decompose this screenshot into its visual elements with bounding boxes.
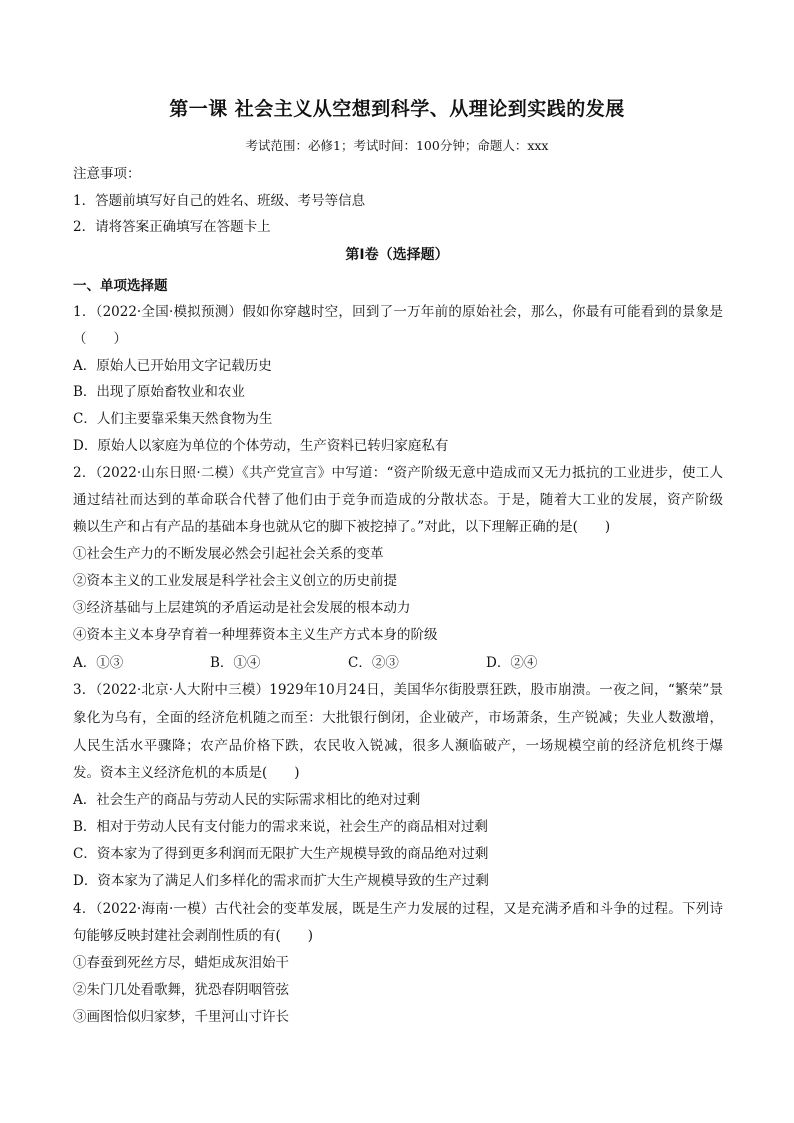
question-stem: （ ） bbox=[73, 331, 127, 347]
question-stem: 句能够反映封建社会剥削性质的有( ) bbox=[73, 928, 314, 944]
question-stem: 通过结社而达到的革命联合代替了他们由于竞争而造成的分散状态。于是，随着大工业的发展，资产阶级 bbox=[73, 492, 723, 508]
question-stem: 人民生活水平骤降；农产品价格下跌，农民收入锐减，很多人濒临破产，一场规模空前的经济危机终于爆 bbox=[73, 738, 723, 754]
option-a: A．社会生产的商品与劳动人民的实际需求相比的绝对过剩 bbox=[73, 792, 421, 808]
statement-2: ②朱门几处看歌舞，犹恐春阴咽管弦 bbox=[73, 982, 289, 998]
exam-info: 考试范围：必修1；考试时间：100分钟；命题人：xxx bbox=[245, 138, 549, 153]
statement-3: ③画图恰似归家梦，千里河山寸许长 bbox=[73, 1009, 289, 1025]
option-b: B．相对于劳动人民有支付能力的需求来说，社会生产的商品相对过剩 bbox=[73, 819, 488, 835]
question-stem: 3．（2022·北京·人大附中三模）1929年10月24日，美国华尔街股票狂跌，股市崩溃。一夜之间，“繁荣”景 bbox=[73, 682, 723, 698]
section-heading: 一、单项选择题 bbox=[73, 278, 168, 294]
statement-1: ①社会生产力的不断发展必然会引起社会关系的变革 bbox=[73, 546, 384, 562]
option-c: C．资本家为了得到更多利润而无限扩大生产规模导致的商品绝对过剩 bbox=[73, 846, 489, 862]
notice-item: 1．答题前填写好自己的姓名、班级、考号等信息 bbox=[73, 193, 366, 209]
choice-d: D．②④ bbox=[486, 655, 538, 671]
choice-b: B．①④ bbox=[210, 655, 261, 671]
statement-4: ④资本主义本身孕育着一种埋葬资本主义生产方式本身的阶级 bbox=[73, 627, 438, 643]
choice-c: C．②③ bbox=[348, 655, 399, 671]
statement-2: ②资本主义的工业发展是科学社会主义创立的历史前提 bbox=[73, 573, 397, 589]
option-a: A．原始人已开始用文字记载历史 bbox=[73, 358, 272, 374]
question-stem: 赖以生产和占有产品的基础本身也就从它的脚下被挖掉了。”对此，以下理解正确的是( ) bbox=[73, 519, 611, 535]
option-d: D．原始人以家庭为单位的个体劳动，生产资料已转归家庭私有 bbox=[73, 438, 449, 454]
option-b: B．出现了原始畜牧业和农业 bbox=[73, 384, 245, 400]
question-stem: 4．（2022·海南·一模）古代社会的变革发展，既是生产力发展的过程，又是充满矛盾和斗争的过程。下列诗 bbox=[73, 901, 723, 917]
question-stem: 2．（2022·山东日照·二模）《共产党宣言》中写道：“资产阶级无意中造成而又无力抵抗的工业进步，使工人 bbox=[73, 465, 723, 481]
option-d: D．资本家为了满足人们多样化的需求而扩大生产规模导致的生产过剩 bbox=[73, 873, 489, 889]
question-stem: 1．（2022·全国·模拟预测）假如你穿越时空，回到了一万年前的原始社会，那么，你最有可能看到的景象是 bbox=[73, 304, 723, 320]
notice-item: 2．请将答案正确填写在答题卡上 bbox=[73, 219, 271, 235]
statement-1: ①春蚕到死丝方尽，蜡炬成灰泪始干 bbox=[73, 955, 289, 971]
notice-heading: 注意事项： bbox=[73, 166, 141, 182]
option-c: C．人们主要靠采集天然食物为生 bbox=[73, 411, 273, 427]
question-stem: 发。资本主义经济危机的本质是( ) bbox=[73, 765, 300, 781]
statement-3: ③经济基础与上层建筑的矛盾运动是社会发展的根本动力 bbox=[73, 600, 411, 616]
volume-title: 第I卷（选择题） bbox=[345, 247, 449, 263]
question-stem: 象化为乌有，全面的经济危机随之而至：大批银行倒闭，企业破产，市场萧条，生产锐减；失业人数激增， bbox=[73, 710, 723, 726]
page-title: 第一课 社会主义从空想到科学、从理论到实践的发展 bbox=[169, 98, 625, 120]
choice-a: A．①③ bbox=[73, 655, 124, 671]
